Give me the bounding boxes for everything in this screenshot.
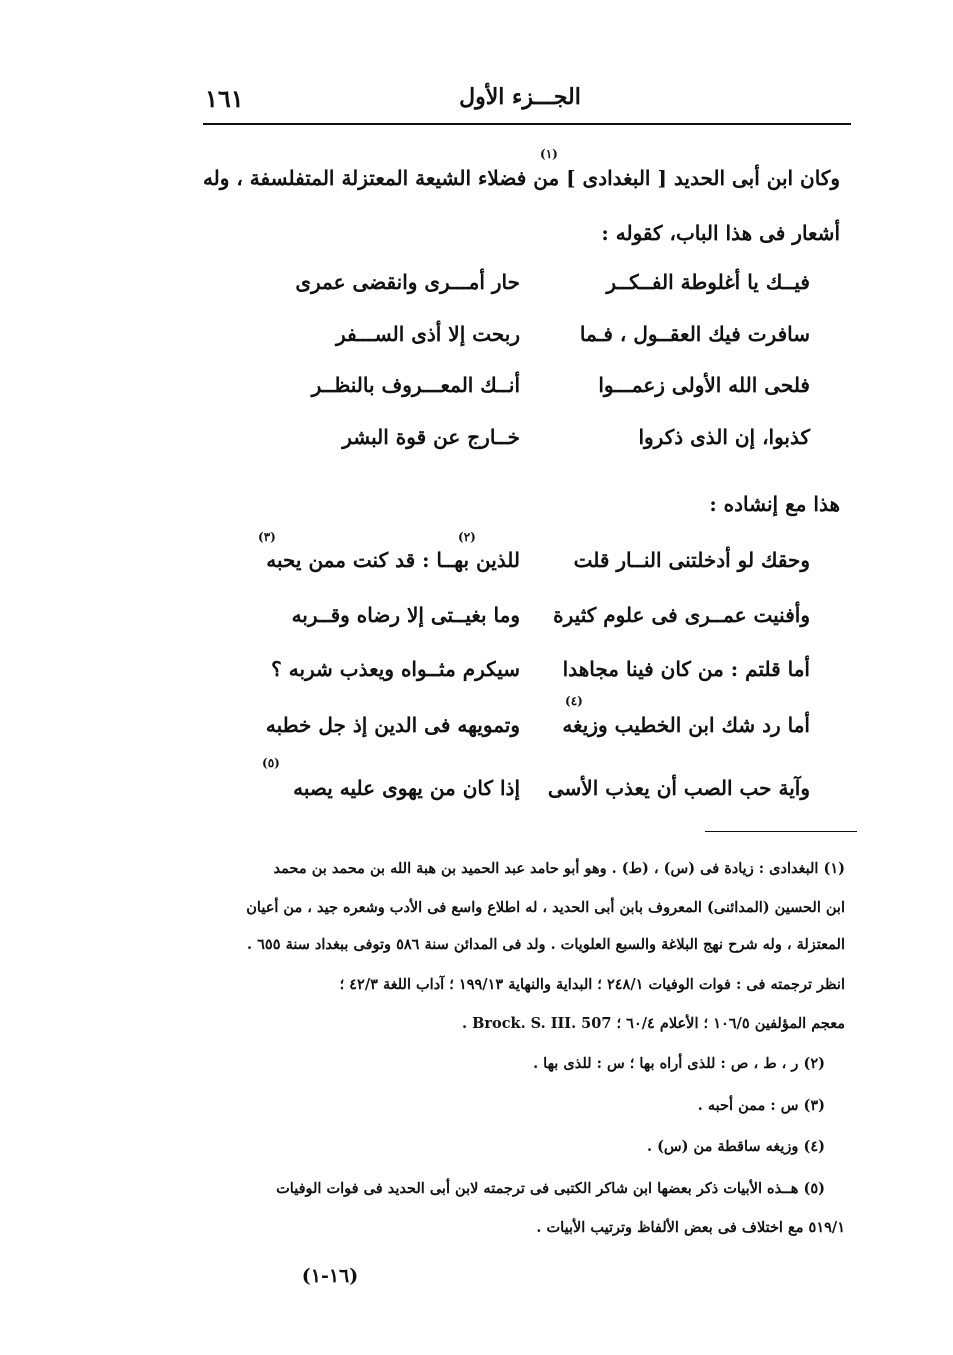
poem1-verse3-left: أنــك المعـــروف بالنظــر	[311, 373, 520, 397]
running-header-title: الجـــزء الأول	[459, 84, 581, 110]
poem1-verse1-right: فيــك يا أغلوطة الفــكــر	[606, 270, 810, 294]
footnote-2: (٢) ر ، ط ، ص : للذى أراه بها ؛ س : للذى بها .	[533, 1055, 825, 1072]
footnote-5-line-1: (٥) هــذه الأبيات ذكر بعضها ابن شاكر الكتبى فى ترجمته لابن أبى الحديد فى فوات الوفيات	[276, 1180, 825, 1197]
poem2-verse5-left: إذا كان من يهوى عليه يصبه	[293, 776, 520, 800]
intro-line-1: وكان ابن أبى الحديد [ البغدادى ] من فضلاء الشيعة المعتزلة المتفلسفة ، وله	[202, 166, 840, 190]
footnote-5-line-2: ٥١٩/١ مع اختلاف فى بعض الألفاظ وترتيب الأبيات .	[536, 1219, 845, 1236]
poem2-verse3-left: سيكرم مثــواه ويعذب شربه ؟	[271, 657, 520, 681]
footnote-separator	[705, 831, 857, 832]
footnote-3: (٣) س : ممن أحبه .	[697, 1097, 825, 1114]
poem2-verse2-right: وأفنيت عمــرى فى علوم كثيرة	[553, 603, 810, 627]
signature-mark: (١٦-١)	[301, 1265, 359, 1287]
poem2-verse1-left: للذين بهــا : قد كنت ممن يحبه	[266, 548, 520, 572]
poem1-verse2-right: سافرت فيك العقــول ، فـما	[579, 322, 810, 346]
footnote-1-line-2: ابن الحسين (المدائنى) المعروف بابن أبى الحديد ، له اطلاع واسع فى الأدب وشعره جيد ، من أعيان	[246, 899, 845, 916]
footnote-1-line-4: انظر ترجمته فى : فوات الوفيات ٢٤٨/١ ؛ البداية والنهاية ١٩٩/١٣ ؛ آداب اللغة ٤٢/٣ ؛	[339, 976, 845, 993]
poem2-verse5-right: وآية حب الصب أن يعذب الأسى	[547, 776, 810, 800]
poem1-verse4-right: كذبوا، إن الذى ذكروا	[638, 425, 810, 449]
poem1-verse4-left: خــارج عن قوة البشر	[342, 425, 520, 449]
poem1-verse2-left: ربحت إلا أذى الســـفر	[336, 322, 520, 346]
footnote-1-line-3: المعتزلة ، وله شرح نهج البلاغة والسبع العلويات . ولد فى المدائن سنة ٥٨٦ وتوفى ببغداد سنة ٦٥٥ .	[247, 936, 845, 953]
footnote-ref-1: (١)	[540, 147, 558, 161]
poem1-verse1-left: حار أمـــرى وانقضى عمرى	[295, 270, 520, 294]
poem2-verse2-left: وما بغيــتى إلا رضاه وقــربه	[291, 603, 520, 627]
header-rule	[203, 123, 851, 125]
intro-line-2: أشعار فى هذا الباب، كقوله :	[601, 221, 840, 245]
footnote-ref-5: (٥)	[262, 756, 280, 770]
interlude-line: هذا مع إنشاده :	[709, 492, 840, 516]
poem2-verse3-right: أما قلتم : من كان فينا مجاهدا	[562, 657, 810, 681]
poem2-verse4-right: أما رد شك ابن الخطيب وزيغه	[562, 713, 810, 737]
poem1-verse3-right: فلحى الله الأولى زعمـــوا	[598, 373, 810, 397]
page-number: ١٦١	[205, 84, 244, 113]
footnote-1-line-5: معجم المؤلفين ١٠٦/٥ ؛ الأعلام ٦٠/٤ ؛ Brock. S. III. 507 .	[462, 1015, 845, 1032]
poem2-verse4-left: وتمويهه فى الدين إذ جل خطبه	[265, 713, 520, 737]
footnote-ref-4: (٤)	[565, 694, 583, 708]
footnote-1-line-1: (١) البغدادى : زيادة فى (س) ، (ط) . وهو أبو حامد عبد الحميد بن هبة الله بن محمد بن محمد	[273, 860, 845, 877]
footnote-ref-2: (٢)	[458, 530, 476, 544]
poem2-verse1-right: وحقك لو أدخلتنى النــار قلت	[573, 548, 810, 572]
footnote-4: (٤) وزيغه ساقطة من (س) .	[646, 1138, 825, 1155]
footnote-ref-3: (٣)	[258, 530, 276, 544]
